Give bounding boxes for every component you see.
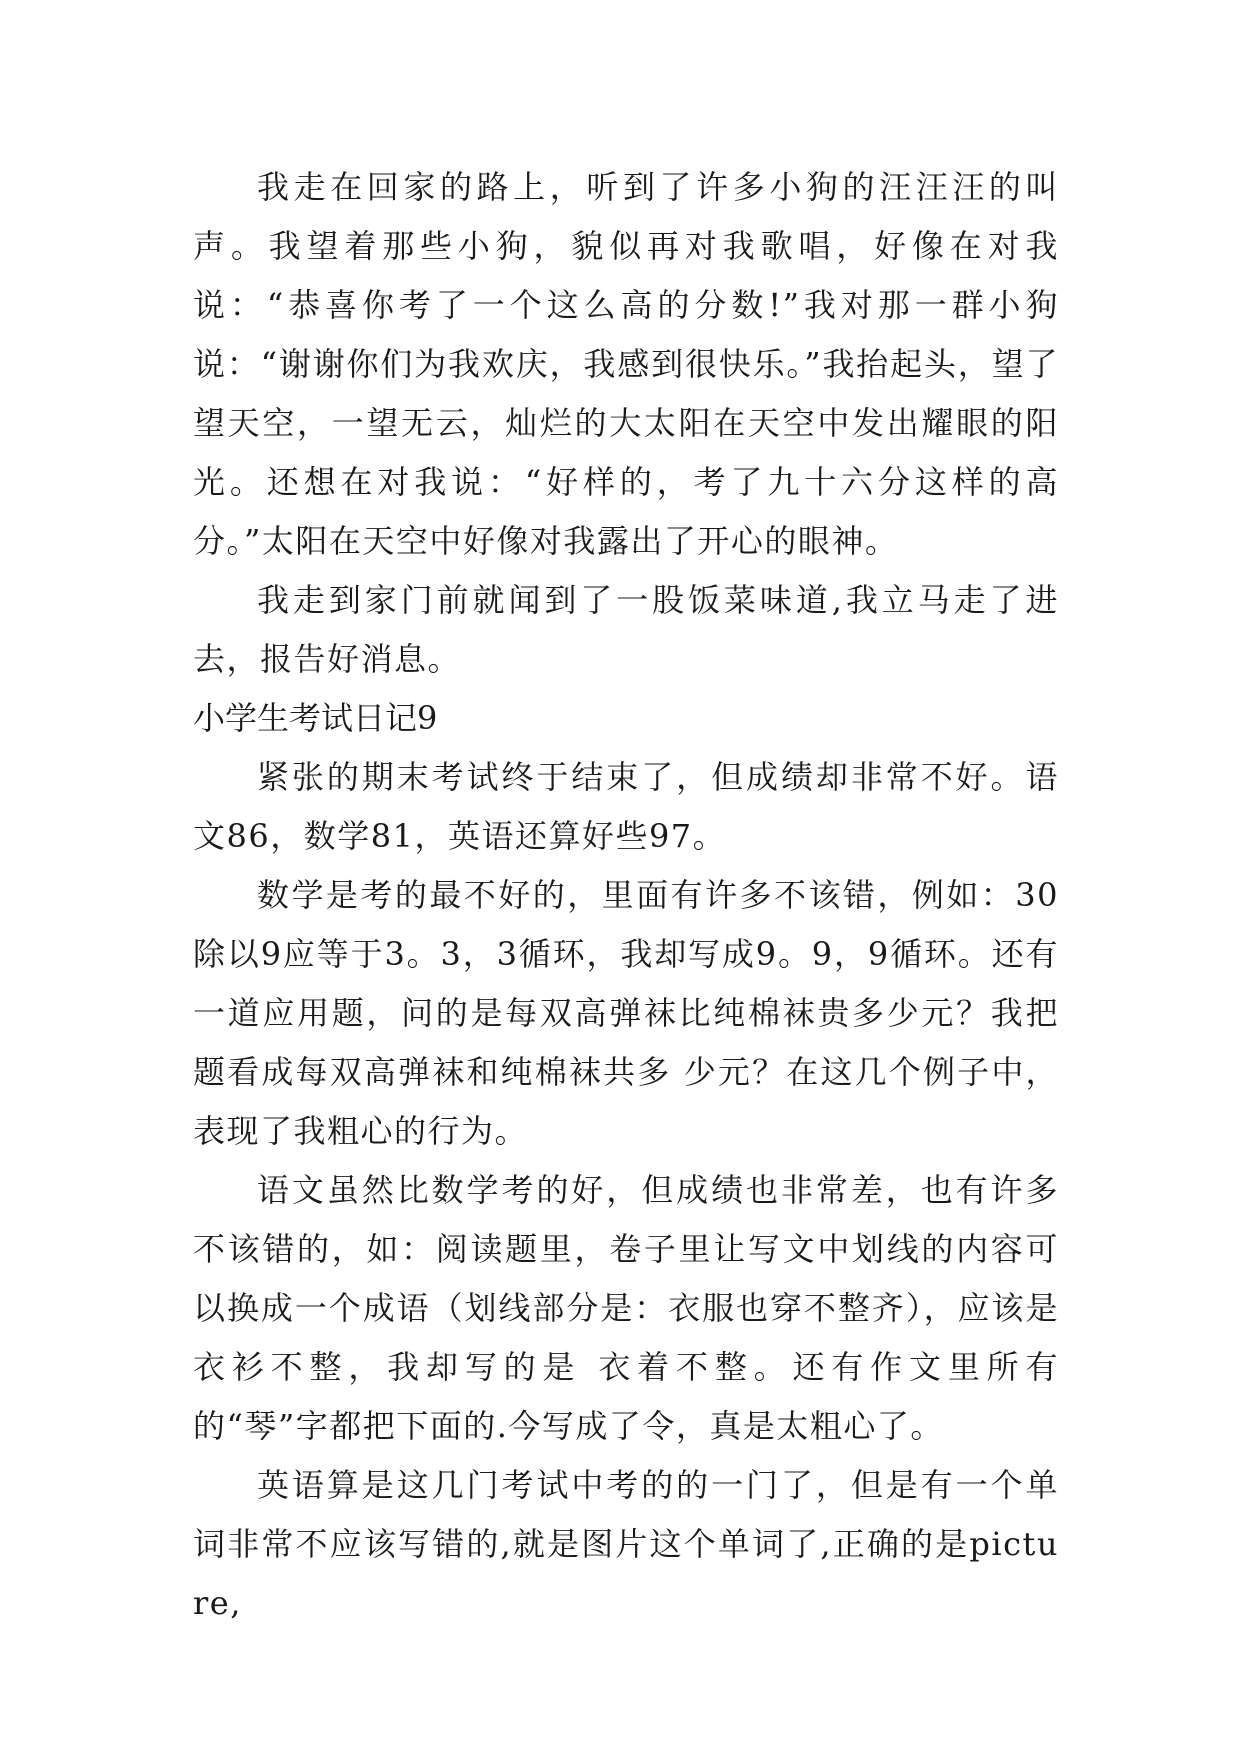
paragraph-english-mistakes: 英语算是这几门考试中考的的一门了，但是有一个单词非常不应该写错的,就是图片这个单词了,正确的是picture, [193, 1466, 1059, 1622]
paragraph-exam-results: 紧张的期末考试终于结束了，但成绩却非常不好。语文86，数学81，英语还算好些97。 [193, 758, 1059, 855]
paragraph-math-mistakes: 数学是考的最不好的，里面有许多不该错，例如：30除以9应等于3。3，3循环，我却写成9。9，9循环。还有一道应用题，问的是每双高弹袜比纯棉袜贵多少元？我把题看成每双高弹袜和纯棉袜共多 少元？在这几个例子中，表现了我粗心的行为。 [193, 876, 1059, 1150]
paragraph-arriving-home: 我走到家门前就闻到了一股饭菜味道,我立马走了进去，报告好消息。 [193, 581, 1059, 678]
paragraph-returning-home: 我走在回家的路上，听到了许多小狗的汪汪汪的叫声。我望着那些小狗，貌似再对我歌唱，好像在对我说：“恭喜你考了一个这么高的分数!”我对那一群小狗说：“谢谢你们为我欢庆，我感到很快乐。”我抬起头，望了望天空，一望无云，灿烂的大太阳在天空中发出耀眼的阳光。还想在对我说：“好样的，考了九十六分这样的高分。”太阳在天空中好像对我露出了开心的眼神。 [193, 168, 1059, 560]
document-body [193, 158, 1059, 1633]
paragraph-chinese-mistakes: 语文虽然比数学考的好，但成绩也非常差，也有许多不该错的，如：阅读题里，卷子里让写文中划线的内容可以换成一个成语（划线部分是：衣服也穿不整齐），应该是衣衫不整，我却写的是 衣着不整。还有作文里所有的“琴”字都把下面的.今写成了令，真是太粗心了。 [193, 1171, 1059, 1445]
diary-entry-title: 小学生考试日记9 [193, 699, 438, 737]
